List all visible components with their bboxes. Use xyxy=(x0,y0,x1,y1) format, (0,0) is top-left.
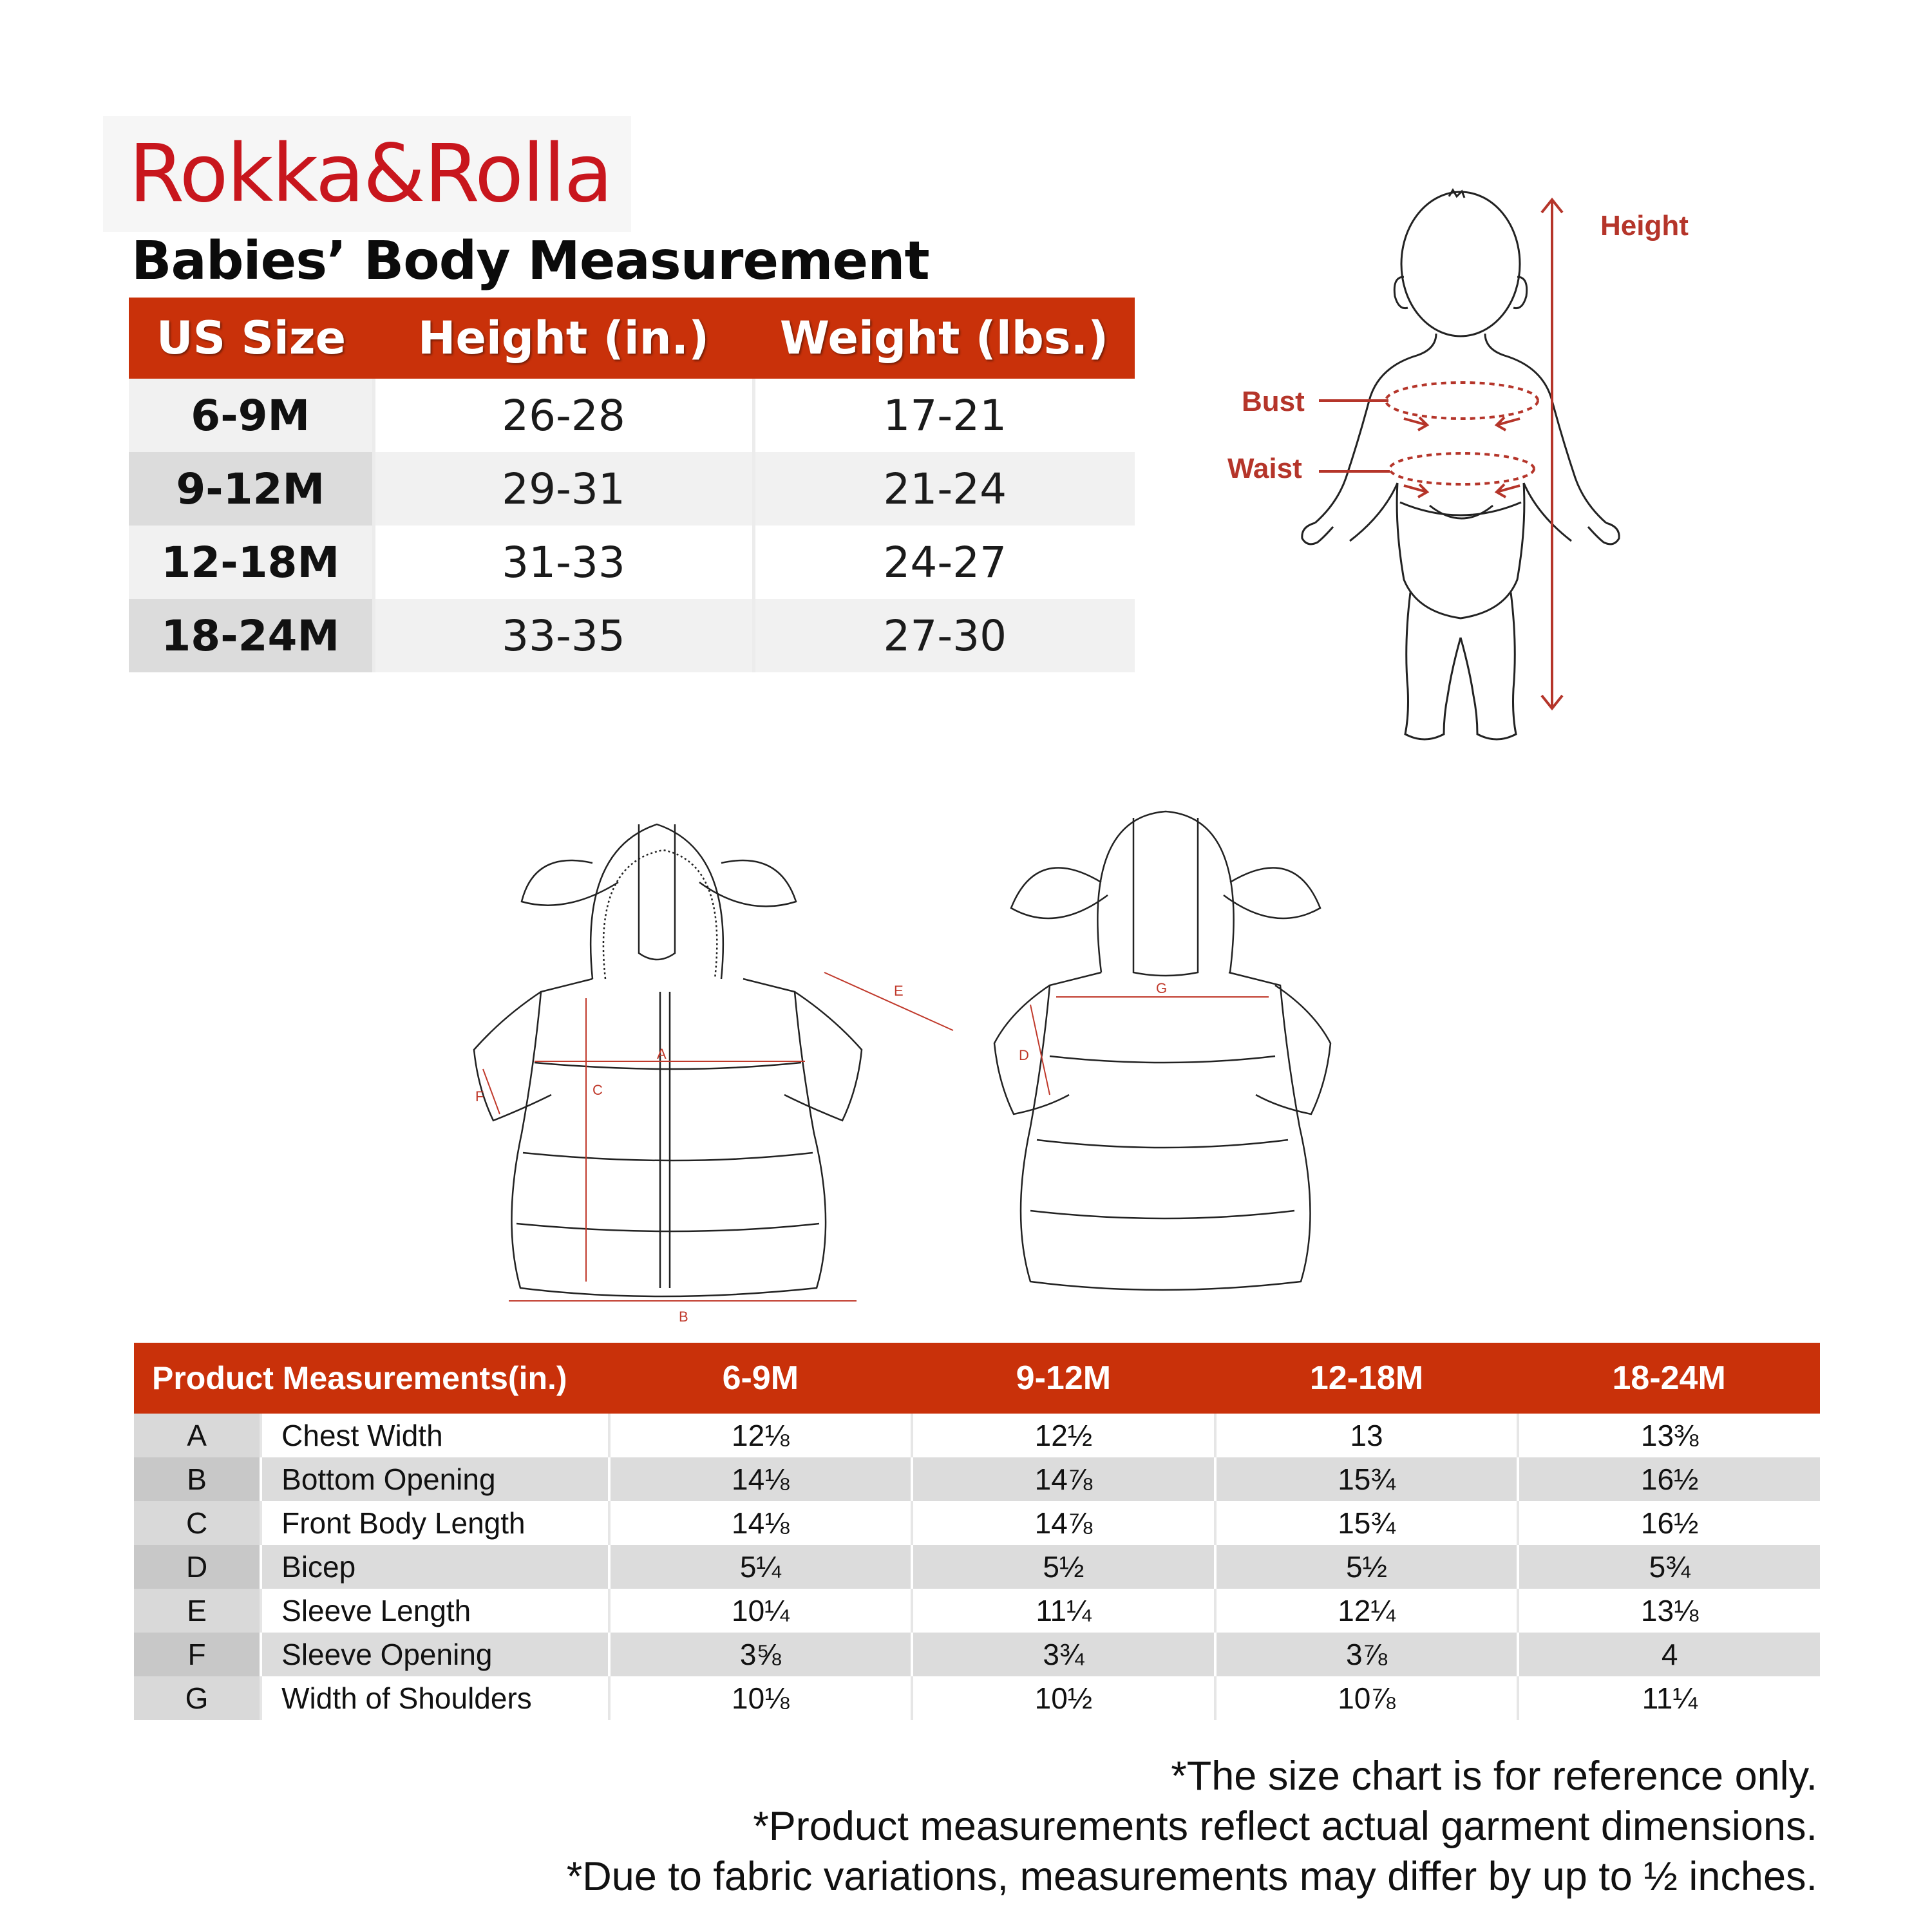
value-cell: 15¾ xyxy=(1215,1457,1519,1501)
table-row xyxy=(134,1414,1820,1457)
value-cell: 14⅛ xyxy=(609,1501,913,1545)
height-cell: 29-31 xyxy=(374,452,753,526)
value-cell: 5½ xyxy=(912,1545,1215,1589)
row-code: B xyxy=(134,1457,261,1501)
value-cell: 3⅝ xyxy=(609,1633,913,1676)
value-cell: 5¾ xyxy=(1518,1545,1820,1589)
value-cell: 14⅞ xyxy=(912,1457,1215,1501)
weight-cell: 27-30 xyxy=(753,599,1135,672)
value-cell: 5¼ xyxy=(609,1545,913,1589)
col-size-6-9m: 6-9M xyxy=(609,1343,913,1414)
table-row xyxy=(134,1545,1820,1589)
letter-e: E xyxy=(894,983,904,999)
bust-label: Bust xyxy=(1242,386,1305,417)
value-cell: 10¼ xyxy=(609,1589,913,1633)
height-cell: 26-28 xyxy=(374,379,753,452)
row-name: Front Body Length xyxy=(261,1501,609,1545)
height-cell: 33-35 xyxy=(374,599,753,672)
value-cell: 16½ xyxy=(1518,1457,1820,1501)
jacket-back-outline xyxy=(994,811,1331,1290)
table-row xyxy=(134,1501,1820,1545)
value-cell: 13⅛ xyxy=(1518,1589,1820,1633)
row-name: Sleeve Length xyxy=(261,1589,609,1633)
value-cell: 3⅞ xyxy=(1215,1633,1519,1676)
col-size-9-12m: 9-12M xyxy=(912,1343,1215,1414)
jacket-front-outline xyxy=(474,824,862,1296)
height-label: Height xyxy=(1600,210,1689,242)
product-measurements-table xyxy=(134,1343,1820,1720)
weight-cell: 17-21 xyxy=(753,379,1135,452)
body-table-header xyxy=(129,298,1135,379)
letter-g: G xyxy=(1156,980,1168,996)
table-row xyxy=(134,1676,1820,1720)
weight-cell: 24-27 xyxy=(753,526,1135,599)
value-cell: 14⅛ xyxy=(609,1457,913,1501)
body-measurement-table xyxy=(129,298,1135,672)
footnote-variation: *Due to fabric variations, measurements may differ by up to ½ inches. xyxy=(566,1854,1817,1899)
value-cell: 10⅞ xyxy=(1215,1676,1519,1720)
value-cell: 13 xyxy=(1215,1414,1519,1457)
body-row xyxy=(129,379,1135,452)
footnote-reference: *The size chart is for reference only. xyxy=(1171,1754,1817,1799)
row-name: Width of Shoulders xyxy=(261,1676,609,1720)
row-name: Chest Width xyxy=(261,1414,609,1457)
body-row xyxy=(129,599,1135,672)
letter-a: A xyxy=(657,1046,667,1062)
value-cell: 3¾ xyxy=(912,1633,1215,1676)
table-row xyxy=(134,1457,1820,1501)
waist-label: Waist xyxy=(1227,453,1302,484)
value-cell: 12½ xyxy=(912,1414,1215,1457)
brand-logo xyxy=(103,116,631,232)
value-cell: 16½ xyxy=(1518,1501,1820,1545)
size-cell: 12-18M xyxy=(129,526,374,599)
size-cell: 18-24M xyxy=(129,599,374,672)
row-name: Bottom Opening xyxy=(261,1457,609,1501)
col-size-12-18m: 12-18M xyxy=(1215,1343,1519,1414)
letter-f: F xyxy=(475,1088,484,1104)
size-cell: 6-9M xyxy=(129,379,374,452)
value-cell: 4 xyxy=(1518,1633,1820,1676)
bust-marker xyxy=(1319,383,1538,430)
letter-b: B xyxy=(679,1309,688,1325)
value-cell: 10½ xyxy=(912,1676,1215,1720)
row-name: Bicep xyxy=(261,1545,609,1589)
letter-d: D xyxy=(1019,1047,1029,1063)
value-cell: 14⅞ xyxy=(912,1501,1215,1545)
row-code: D xyxy=(134,1545,261,1589)
value-cell: 10⅛ xyxy=(609,1676,913,1720)
col-weight: Weight (lbs.) xyxy=(753,298,1135,379)
col-size-18-24m: 18-24M xyxy=(1518,1343,1820,1414)
row-code: A xyxy=(134,1414,261,1457)
col-us-size: US Size xyxy=(129,298,374,379)
table-row xyxy=(134,1633,1820,1676)
size-cell: 9-12M xyxy=(129,452,374,526)
height-cell: 31-33 xyxy=(374,526,753,599)
value-cell: 11¼ xyxy=(912,1589,1215,1633)
page-title: Babies’ Body Measurement xyxy=(131,231,929,292)
value-cell: 5½ xyxy=(1215,1545,1519,1589)
brand-name: Rokka&Rolla xyxy=(129,128,612,220)
weight-cell: 21-24 xyxy=(753,452,1135,526)
row-code: G xyxy=(134,1676,261,1720)
row-code: E xyxy=(134,1589,261,1633)
value-cell: 15¾ xyxy=(1215,1501,1519,1545)
product-table-header xyxy=(134,1343,1820,1414)
footnote-garment: *Product measurements reflect actual garment dimensions. xyxy=(753,1804,1817,1849)
measure-lines-front xyxy=(483,972,953,1301)
height-arrow xyxy=(1542,200,1562,708)
baby-measurement-figure xyxy=(1211,180,1700,747)
product-table-title: Product Measurements(in.) xyxy=(134,1343,609,1414)
letter-c: C xyxy=(592,1082,603,1098)
jacket-front-diagram xyxy=(464,786,966,1325)
body-row xyxy=(129,526,1135,599)
col-height: Height (in.) xyxy=(374,298,753,379)
row-code: C xyxy=(134,1501,261,1545)
table-row xyxy=(134,1589,1820,1633)
row-name: Sleeve Opening xyxy=(261,1633,609,1676)
jacket-back-diagram xyxy=(992,792,1455,1307)
value-cell: 12¼ xyxy=(1215,1589,1519,1633)
measure-lines-back xyxy=(1030,997,1269,1095)
row-code: F xyxy=(134,1633,261,1676)
value-cell: 12⅛ xyxy=(609,1414,913,1457)
value-cell: 11¼ xyxy=(1518,1676,1820,1720)
body-row xyxy=(129,452,1135,526)
value-cell: 13⅜ xyxy=(1518,1414,1820,1457)
baby-outline xyxy=(1302,190,1619,739)
